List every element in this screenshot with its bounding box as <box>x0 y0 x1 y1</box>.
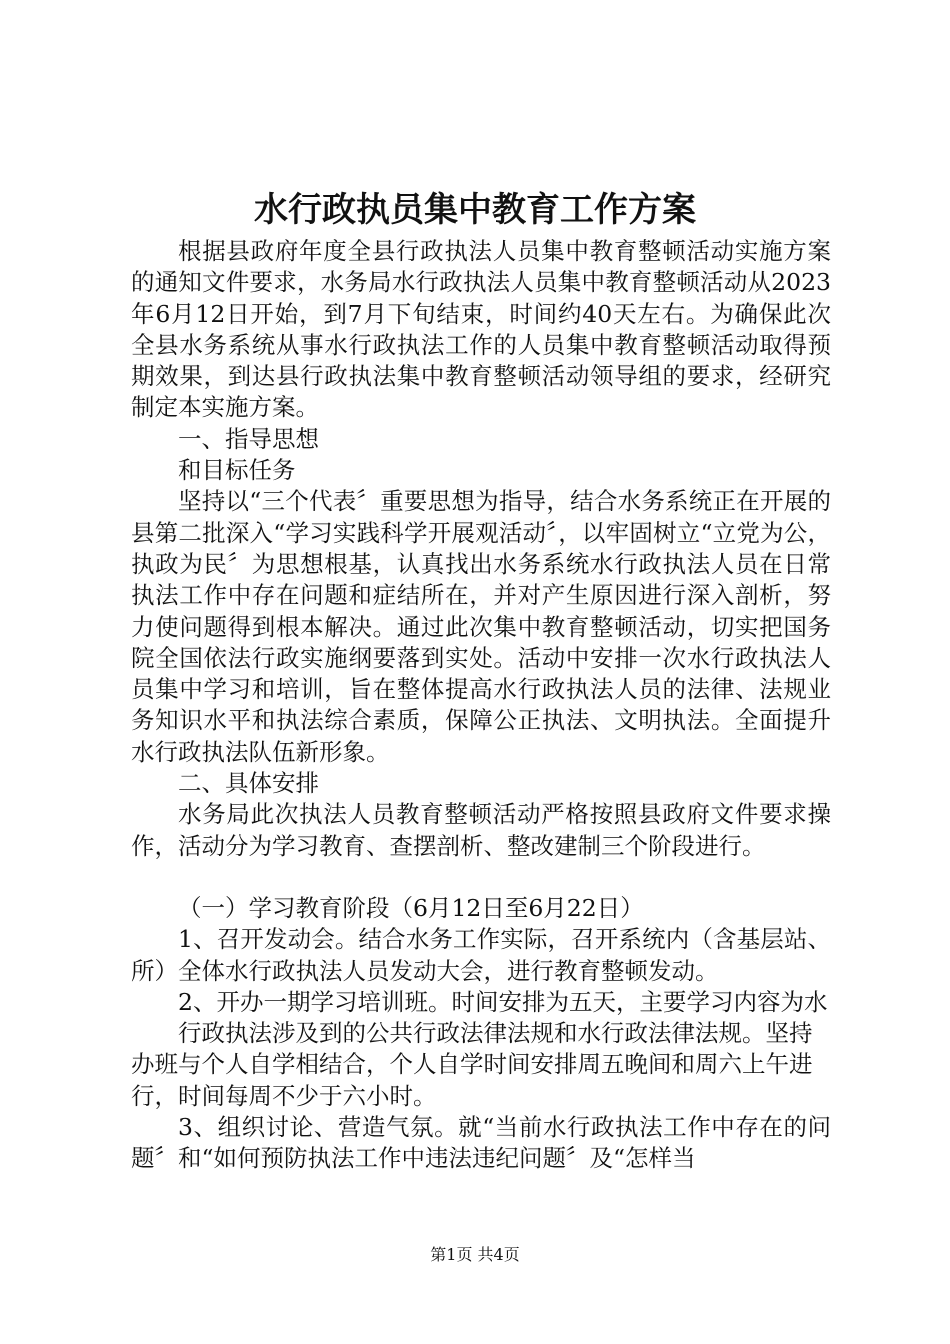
section-1-subheading: 和目标任务 <box>178 456 296 485</box>
item-2-paragraph-continued: 行政执法涉及到的公共行政法律法规和水行政法律法规。坚持办班与个人自学相结合，个人自学时间安排周五晚间和周六上午进行，时间每周不少于六小时。 <box>131 1019 813 1110</box>
item-2-paragraph-start: 2、开办一期学习培训班。时间安排为五天，主要学习内容为水 <box>178 987 828 1016</box>
section-2-paragraph: 水务局此次执法人员教育整顿活动严格按照县政府文件要求操作，活动分为学习教育、查摆剖析、整改建制三个阶段进行。 <box>131 800 831 860</box>
section-2-heading: 二、具体安排 <box>178 769 319 798</box>
section-1-paragraph: 坚持以“三个代表〞重要思想为指导，结合水务系统正在开展的县第二批深入“学习实践科学开展观活动〞，以牢固树立“立党为公，执政为民〞为思想根基，认真找出水务系统水行政执法人员在日常执法工作中存在问题和症结所在，并对产生原因进行深入剖析，努力使问题得到根本解决。通过此次集中教育整顿活动，切实把国务院全国依法行政实施纲要落到实处。活动中安排一次水行政执法人员集中学习和培训，旨在整体提高水行政执法人员的法律、法规业务知识水平和执法综合素质，保障公正执法、文明执法。全面提升水行政执法队伍新形象。 <box>131 487 831 766</box>
section-1-heading: 一、指导思想 <box>178 424 319 453</box>
document-title: 水行政执员集中教育工作方案 <box>254 190 696 230</box>
stage-1-heading: （一）学习教育阶段（6月12日至6月22日） <box>178 893 644 922</box>
page-number-footer: 第1页 共4页 <box>430 1245 520 1264</box>
intro-paragraph: 根据县政府年度全县行政执法人员集中教育整顿活动实施方案的通知文件要求，水务局水行政执法人员集中教育整顿活动从2023年6月12日开始，到7月下旬结束，时间约40天左右。为确保此次全县水务系统从事水行政执法工作的人员集中教育整顿活动取得预期效果，到达县行政执法集中教育整顿活动领导组的要求，经研究制定本实施方案。 <box>131 237 831 422</box>
paragraph-gap <box>131 862 831 893</box>
document-body <box>131 236 831 1175</box>
item-3-paragraph: 3、组织讨论、营造气氛。就“当前水行政执法工作中存在的问题〞和“如何预防执法工作中违法违纪问题〞及“怎样当 <box>131 1113 831 1173</box>
item-1-paragraph: 1、召开发动会。结合水务工作实际，召开系统内（含基层站、所）全体水行政执法人员发动大会，进行教育整顿发动。 <box>131 925 831 985</box>
